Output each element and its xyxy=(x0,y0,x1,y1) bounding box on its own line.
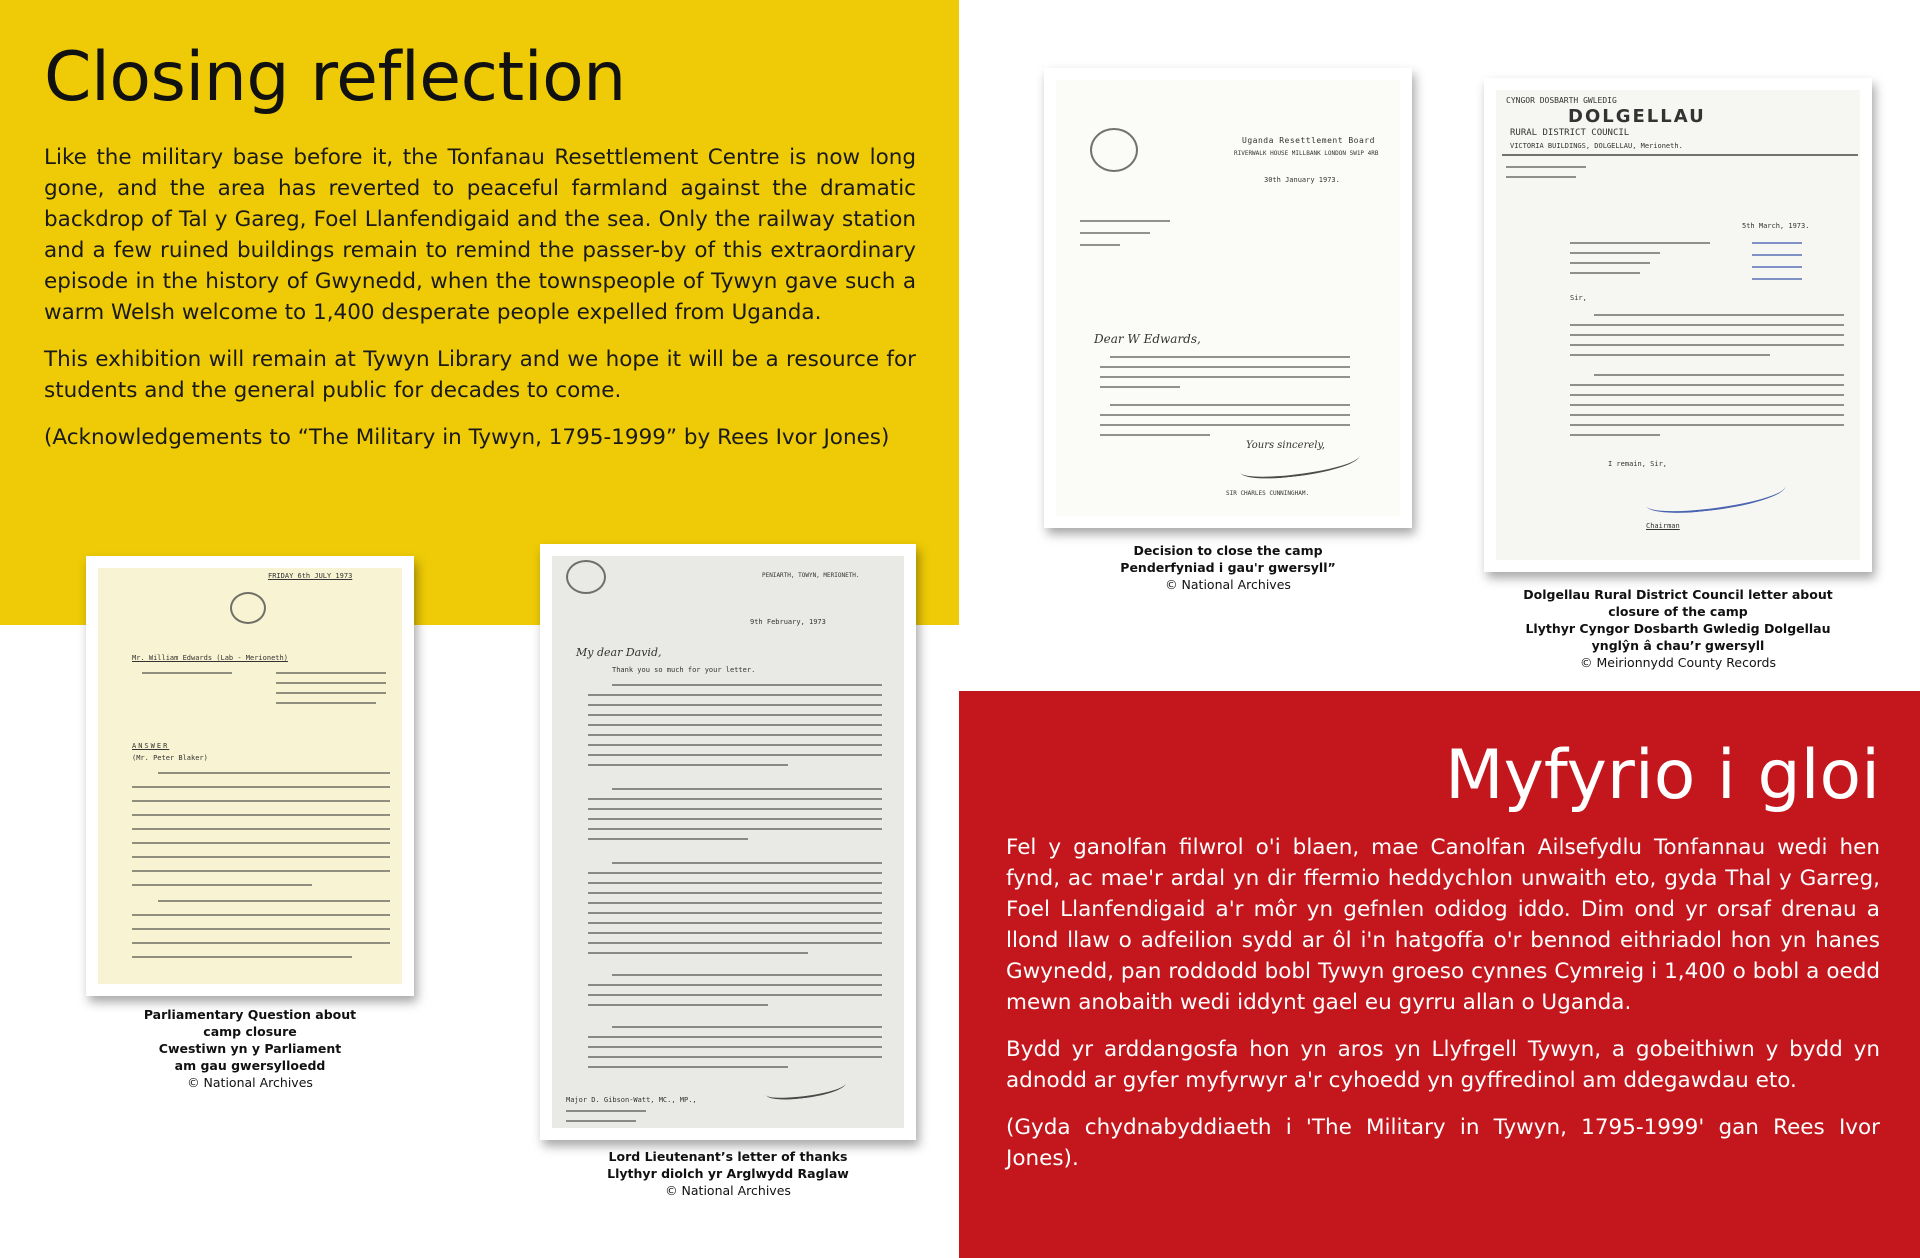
signature xyxy=(765,1076,846,1102)
letter-address: VICTORIA BUILDINGS, DOLGELLAU, Merioneth. xyxy=(1510,142,1683,150)
letter-salutation: Sir, xyxy=(1570,294,1587,302)
royal-crest-icon xyxy=(566,560,606,594)
letter-date: 9th February, 1973 xyxy=(750,618,826,626)
signature xyxy=(1645,475,1787,517)
signature xyxy=(1239,446,1361,482)
letter-signoff: I remain, Sir, xyxy=(1608,460,1668,468)
english-paragraph: This exhibition will remain at Tywyn Library and we hope it will be a resource for students and the general public for decades to come. xyxy=(44,347,916,403)
letter-signatory: SIR CHARLES CUNNINGHAM. xyxy=(1226,490,1310,497)
lord-lieutenant-caption: Lord Lieutenant’s letter of thanks Llythyr diolch yr Arglwydd Raglaw © National Archives xyxy=(607,1149,849,1198)
royal-crest-icon xyxy=(1090,128,1138,172)
welsh-paragraph: Bydd yr arddangosfa hon yn aros yn Llyfrgell Tywyn, a gobeithiwn y bydd yn adnodd ar gyfer myfyrwyr a'r cyhoedd yn gyffredinol am ddegawdau eto. xyxy=(1006,1037,1880,1093)
letter-opening: Thank you so much for your letter. xyxy=(612,666,756,674)
english-paragraph: Like the military base before it, the Tonfanau Resettlement Centre is now long gone, and the area has reverted to peaceful farmland against the dramatic backdrop of Tal y Gareg, Foel Llanfendigaid and the sea. Only the railway station and a few ruined buildings remain to remind the passer-by of this extraordinary episode in the history of Gwynedd, when the townspeople of Tywyn gave such a warm Welsh welcome to 1,400 desperate people expelled from Uganda. xyxy=(44,145,916,325)
title-welsh: Myfyrio i gloi xyxy=(1444,736,1880,815)
parliamentary-caption: Parliamentary Question about camp closure Cwestiwn yn y Parliament am gau gwersylloedd © National Archives xyxy=(143,1007,357,1090)
answer-heading: ANSWER xyxy=(132,742,170,750)
letter-heading: RURAL DISTRICT COUNCIL xyxy=(1510,128,1630,138)
letter-address: RIVERWALK HOUSE MILLBANK LONDON SW1P 4RB xyxy=(1234,150,1379,157)
letter-minister: (Mr. Peter Blaker) xyxy=(132,754,208,762)
welsh-acknowledgement: (Gyda chydnabyddiaeth i 'The Military in Tywyn, 1795-1999' gan Rees Ivor Jones). xyxy=(1006,1115,1880,1171)
dolgellau-caption: Dolgellau Rural District Council letter about closure of the camp Llythyr Cyngor Dosbarth Gwledig Dolgellau ynglŷn â chau’r gwersyll © Meirionnydd County Records xyxy=(1523,587,1833,670)
english-body xyxy=(44,142,916,469)
welsh-body xyxy=(1006,832,1880,1190)
decision-letter-image xyxy=(1044,68,1412,528)
letter-salutation: Dear W Edwards, xyxy=(1094,332,1201,346)
letter-date: 30th January 1973. xyxy=(1264,176,1340,184)
english-acknowledgement: (Acknowledgements to “The Military in Tywyn, 1795-1999” by Rees Ivor Jones) xyxy=(44,425,890,450)
letter-salutation: My dear David, xyxy=(576,646,662,659)
lord-lieutenant-letter-image xyxy=(540,544,916,1140)
decision-caption: Decision to close the camp Penderfyniad i gau'r gwersyll” © National Archives xyxy=(1120,543,1336,592)
letter-addressee: Major D. Gibson-Watt, MC., MP., xyxy=(566,1096,697,1104)
letter-heading: Uganda Resettlement Board xyxy=(1242,136,1375,145)
dolgellau-letter-image xyxy=(1484,78,1872,572)
letter-date: FRIDAY 6th JULY 1973 xyxy=(268,572,353,580)
title-english: Closing reflection xyxy=(44,38,626,117)
letter-heading: DOLGELLAU xyxy=(1568,106,1706,127)
letter-address: PENIARTH, TOWYN, MERIONETH. xyxy=(762,572,860,579)
letter-signatory: Chairman xyxy=(1646,522,1680,530)
letter-date: 5th March, 1973. xyxy=(1742,222,1810,230)
letter-addressee: Mr. William Edwards (Lab - Merioneth) xyxy=(132,654,288,662)
welsh-paragraph: Fel y ganolfan filwrol o'i blaen, mae Canolfan Ailsefydlu Tonfannau wedi hen fynd, ac mae'r ardal yn dir ffermio heddychlon unwaith eto, gyda Thal y Garreg, Foel Llanfendigaid a'r môr yn gefnlen odidog iddo. Dim ond yr orsaf drenau a llond llaw o adfeilion sydd ar ôl i'n hatgoffa o'r bennod eithriadol hon yn hanes Gwynedd, pan roddodd bobl Tywyn groeso cynnes Cymreig i 1,400 o bobl a oedd mewn anobaith wedi iddynt gael eu gyrru allan o Uganda. xyxy=(1006,835,1880,1015)
letter-signoff: Yours sincerely, xyxy=(1246,440,1325,451)
parliamentary-question-image xyxy=(86,556,414,996)
royal-crest-icon xyxy=(230,592,266,624)
letter-heading: CYNGOR DOSBARTH GWLEDIG xyxy=(1506,96,1617,105)
